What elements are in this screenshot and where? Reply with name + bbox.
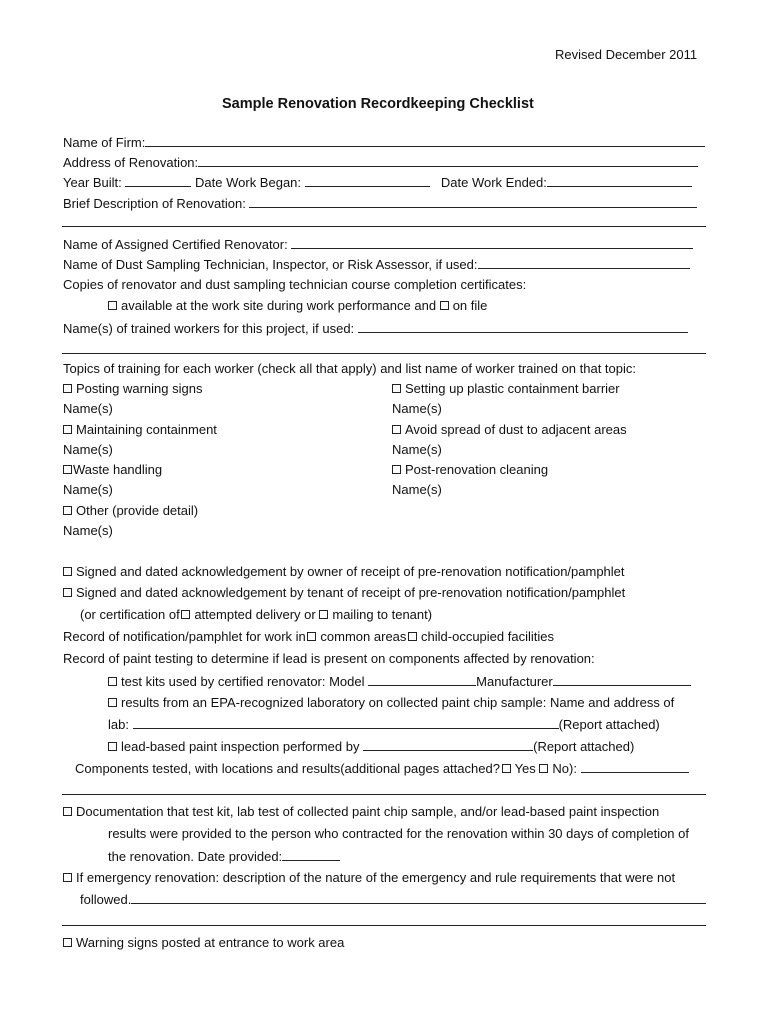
revised-date: Revised December 2011 [555, 47, 698, 62]
certificates-label: Copies of renovator and dust sampling technician course completion certificates: [63, 277, 527, 292]
components-label: Components tested, with locations and results(additional pages attached? [75, 761, 500, 776]
common-areas-checkbox[interactable] [307, 632, 316, 641]
description-row [63, 195, 697, 211]
warning-signs-label: Warning signs posted at entrance to work area [76, 935, 345, 950]
date-provided-field[interactable] [282, 848, 340, 861]
trained-workers-label: Name(s) of trained workers for this project, if used: [63, 321, 355, 336]
dates-row [63, 174, 692, 190]
inspection-row [108, 738, 634, 754]
other-label: Other (provide detail) [76, 503, 199, 518]
lab-results-checkbox[interactable] [108, 698, 117, 707]
inspector-field[interactable] [363, 738, 533, 751]
address-field[interactable] [198, 154, 698, 167]
firm-name-label: Name of Firm: [63, 135, 146, 150]
components-row [75, 760, 689, 776]
manufacturer-label: Manufacturer [476, 674, 553, 689]
documentation-line2: results were provided to the person who contracted for the renovation within 30 days of completion of [108, 826, 689, 841]
owner-ack-row [63, 564, 625, 579]
emergency-line1: If emergency renovation: description of the nature of the emergency and rule requirements that were not [76, 870, 676, 885]
lab-results-label: results from an EPA-recognized laboratory on collected paint chip sample: Name and address of [121, 695, 675, 710]
technician-label: Name of Dust Sampling Technician, Inspector, or Risk Assessor, if used: [63, 257, 478, 272]
technician-field[interactable] [478, 256, 690, 269]
maintaining-checkbox[interactable] [63, 425, 72, 434]
on-file-label: on file [452, 298, 488, 313]
firm-name-field[interactable] [145, 134, 705, 147]
certificates-options [108, 298, 487, 313]
common-areas-label: common areas [320, 629, 407, 644]
components-field[interactable] [581, 760, 689, 773]
emergency-continuation-line[interactable] [62, 925, 706, 926]
tenant-ack-label: Signed and dated acknowledgement by tenant of receipt of pre-renovation notification/pamphlet [76, 585, 626, 600]
emergency-row [63, 870, 675, 885]
inspection-label: lead-based paint inspection performed by [121, 739, 360, 754]
names-label: Name(s) [63, 401, 113, 416]
emergency-field[interactable] [131, 891, 706, 904]
renovator-field[interactable] [291, 236, 693, 249]
documentation-line3: the renovation. Date provided: [108, 849, 283, 864]
warning-signs-checkbox[interactable] [63, 938, 72, 947]
available-checkbox[interactable] [108, 301, 117, 310]
date-provided-row [108, 848, 340, 864]
names-label: Name(s) [392, 442, 442, 457]
divider [62, 353, 706, 354]
report-attached-label: (Report attached) [533, 739, 635, 754]
record-notification-label: Record of notification/pamphlet for work in [63, 629, 306, 644]
topic-avoid [392, 422, 627, 437]
emergency-checkbox[interactable] [63, 873, 72, 882]
available-label: available at the work site during work performance and [121, 298, 437, 313]
cleaning-checkbox[interactable] [392, 465, 401, 474]
renovator-label: Name of Assigned Certified Renovator: [63, 237, 288, 252]
topic-posting [63, 381, 202, 396]
components-no-checkbox[interactable] [539, 764, 548, 773]
page-title: Sample Renovation Recordkeeping Checklist [222, 96, 534, 112]
child-occupied-checkbox[interactable] [408, 632, 417, 641]
manufacturer-field[interactable] [553, 673, 691, 686]
components-continuation-line[interactable] [62, 794, 706, 795]
test-kits-row [108, 673, 691, 689]
address-row [63, 154, 698, 170]
components-yes-label: Yes [514, 761, 536, 776]
certification-row [80, 607, 432, 622]
documentation-line1: Documentation that test kit, lab test of collected paint chip sample, and/or lead-based paint inspection [76, 804, 660, 819]
documentation-checkbox[interactable] [63, 807, 72, 816]
topic-plastic [392, 381, 620, 396]
components-no-label: No): [552, 761, 577, 776]
lab-row [108, 716, 660, 732]
topic-cleaning [392, 462, 548, 477]
names-label: Name(s) [392, 401, 442, 416]
topic-other [63, 503, 198, 518]
maintaining-label: Maintaining containment [76, 422, 217, 437]
lab-results-row [108, 695, 674, 710]
emergency-followed-row [80, 891, 706, 907]
plastic-checkbox[interactable] [392, 384, 401, 393]
owner-ack-checkbox[interactable] [63, 567, 72, 576]
certification-prefix: (or certification of [80, 607, 180, 622]
test-kits-label: test kits used by certified renovator: Model [121, 674, 365, 689]
date-ended-label: Date Work Ended: [440, 175, 547, 190]
waste-label: Waste handling [73, 462, 163, 477]
names-label: Name(s) [63, 442, 113, 457]
child-occupied-label: child-occupied facilities [421, 629, 554, 644]
paint-testing-label: Record of paint testing to determine if lead is present on components affected by renovation: [63, 651, 595, 666]
divider [62, 226, 706, 227]
names-label: Name(s) [63, 482, 113, 497]
technician-row [63, 256, 690, 272]
tenant-ack-row [63, 585, 625, 600]
year-built-label: Year Built: [63, 175, 122, 190]
cleaning-label: Post-renovation cleaning [405, 462, 549, 477]
trained-workers-field[interactable] [358, 320, 688, 333]
avoid-checkbox[interactable] [392, 425, 401, 434]
training-intro: Topics of training for each worker (check all that apply) and list name of worker trained on that topic: [63, 361, 637, 376]
names-label: Name(s) [392, 482, 442, 497]
tenant-ack-checkbox[interactable] [63, 588, 72, 597]
posting-checkbox[interactable] [63, 384, 72, 393]
year-built-field[interactable] [125, 174, 191, 187]
avoid-label: Avoid spread of dust to adjacent areas [405, 422, 627, 437]
renovator-row [63, 236, 693, 252]
plastic-label: Setting up plastic containment barrier [405, 381, 620, 396]
firm-name-row [63, 134, 705, 150]
mailing-label: mailing to tenant) [332, 607, 433, 622]
record-notification-row [63, 629, 554, 644]
model-field[interactable] [368, 673, 476, 686]
owner-ack-label: Signed and dated acknowledgement by owner of receipt of pre-renovation notification/pamphlet [76, 564, 625, 579]
date-began-field[interactable] [305, 174, 430, 187]
topic-waste [63, 462, 162, 477]
waste-checkbox[interactable] [63, 465, 72, 474]
report-attached-label: (Report attached) [558, 717, 660, 732]
attempted-label: attempted delivery or [194, 607, 316, 622]
address-label: Address of Renovation: [63, 155, 199, 170]
topic-maintaining [63, 422, 217, 437]
description-field[interactable] [249, 195, 697, 208]
warning-signs-row [63, 935, 344, 950]
names-label: Name(s) [63, 523, 113, 538]
documentation-row [63, 804, 659, 819]
other-checkbox[interactable] [63, 506, 72, 515]
test-kits-checkbox[interactable] [108, 677, 117, 686]
description-label: Brief Description of Renovation: [63, 196, 246, 211]
emergency-line2: followed. [80, 892, 132, 907]
attempted-checkbox[interactable] [181, 610, 190, 619]
lab-field[interactable] [133, 716, 559, 729]
on-file-checkbox[interactable] [440, 301, 449, 310]
trained-workers-row [63, 320, 688, 336]
inspection-checkbox[interactable] [108, 742, 117, 751]
mailing-checkbox[interactable] [319, 610, 328, 619]
date-ended-field[interactable] [547, 174, 692, 187]
lab-label: lab: [108, 717, 129, 732]
posting-label: Posting warning signs [76, 381, 203, 396]
components-yes-checkbox[interactable] [502, 764, 511, 773]
date-began-label: Date Work Began: [195, 175, 302, 190]
